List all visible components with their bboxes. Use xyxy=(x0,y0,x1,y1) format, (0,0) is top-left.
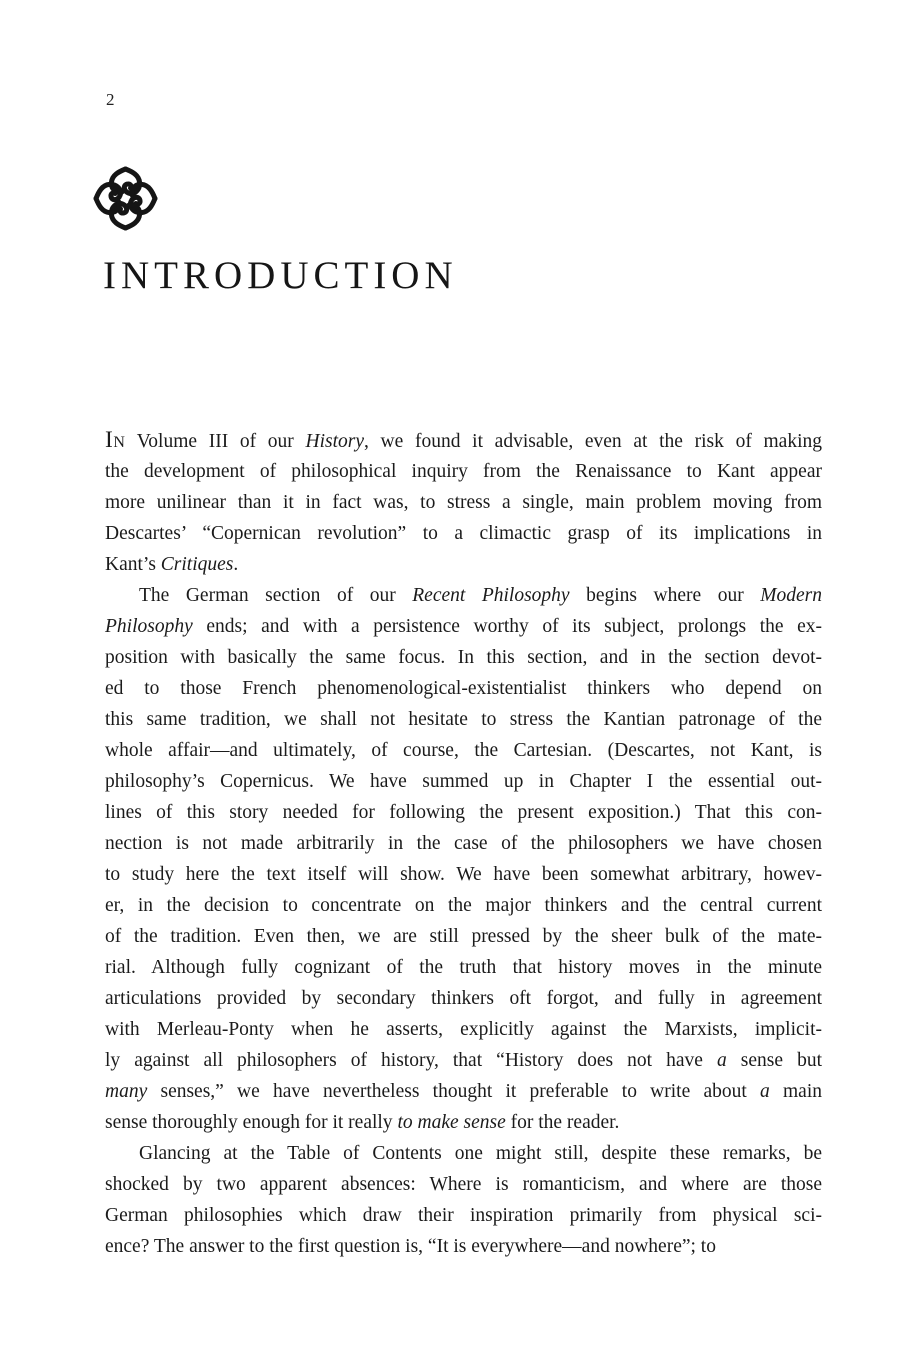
text-line: The German section of our Recent Philosophy begins where our Modern xyxy=(139,585,822,606)
page-number: 2 xyxy=(106,90,115,109)
text-line: many senses,” we have nevertheless thought it preferable to write about a main xyxy=(105,1081,822,1102)
text-line: Descartes’ “Copernican revolution” to a climactic grasp of its implications in xyxy=(105,523,822,544)
text-line: position with basically the same focus. In this section, and in the section devot- xyxy=(105,647,822,668)
text-line: Kant’s Critiques. xyxy=(105,554,239,575)
text-line: Philosophy ends; and with a persistence worthy of its subject, prolongs the ex- xyxy=(105,616,822,637)
text-line: German philosophies which draw their inspiration primarily from physical sci- xyxy=(105,1205,822,1226)
text-line: with Merleau-Ponty when he asserts, explicitly against the Marxists, implicit- xyxy=(105,1019,822,1040)
text-line: this same tradition, we shall not hesitate to stress the Kantian patronage of the xyxy=(105,709,822,730)
text-line: more unilinear than it in fact was, to stress a single, main problem moving from xyxy=(105,492,822,513)
text-line: to study here the text itself will show. We have been somewhat arbitrary, howev- xyxy=(105,864,822,885)
text-line: rial. Although fully cognizant of the truth that history moves in the minute xyxy=(105,957,822,978)
text-line: whole affair—and ultimately, of course, the Cartesian. (Descartes, not Kant, is xyxy=(105,740,822,761)
text-line: sense thoroughly enough for it really to make sense for the reader. xyxy=(105,1112,620,1133)
text-line: er, in the decision to concentrate on the major thinkers and the central current xyxy=(105,895,822,916)
text-line: ed to those French phenomenological-existentialist thinkers who depend on xyxy=(105,678,822,699)
text-line: the development of philosophical inquiry from the Renaissance to Kant appear xyxy=(105,461,822,482)
text-line: shocked by two apparent absences: Where is romanticism, and where are those xyxy=(105,1174,822,1195)
floral-diamond-ornament-icon xyxy=(92,165,159,232)
chapter-title: INTRODUCTION xyxy=(103,254,458,297)
text-line: lines of this story needed for following the present exposition.) That this con- xyxy=(105,802,822,823)
text-line: In Volume III of our History, we found it advisable, even at the risk of making xyxy=(105,427,822,453)
text-line: ly against all philosophers of history, that “History does not have a sense but xyxy=(105,1050,822,1071)
text-line: articulations provided by secondary thinkers oft forgot, and fully in agreement xyxy=(105,988,822,1009)
body-text xyxy=(105,425,822,1262)
text-line: nection is not made arbitrarily in the case of the philosophers we have chosen xyxy=(105,833,822,854)
text-line: ence? The answer to the first question is, “It is everywhere—and nowhere”; to xyxy=(105,1236,716,1257)
text-line: philosophy’s Copernicus. We have summed up in Chapter I the essential out- xyxy=(105,771,822,792)
text-line: Glancing at the Table of Contents one might still, despite these remarks, be xyxy=(139,1143,822,1164)
text-line: of the tradition. Even then, we are still pressed by the sheer bulk of the mate- xyxy=(105,926,822,947)
